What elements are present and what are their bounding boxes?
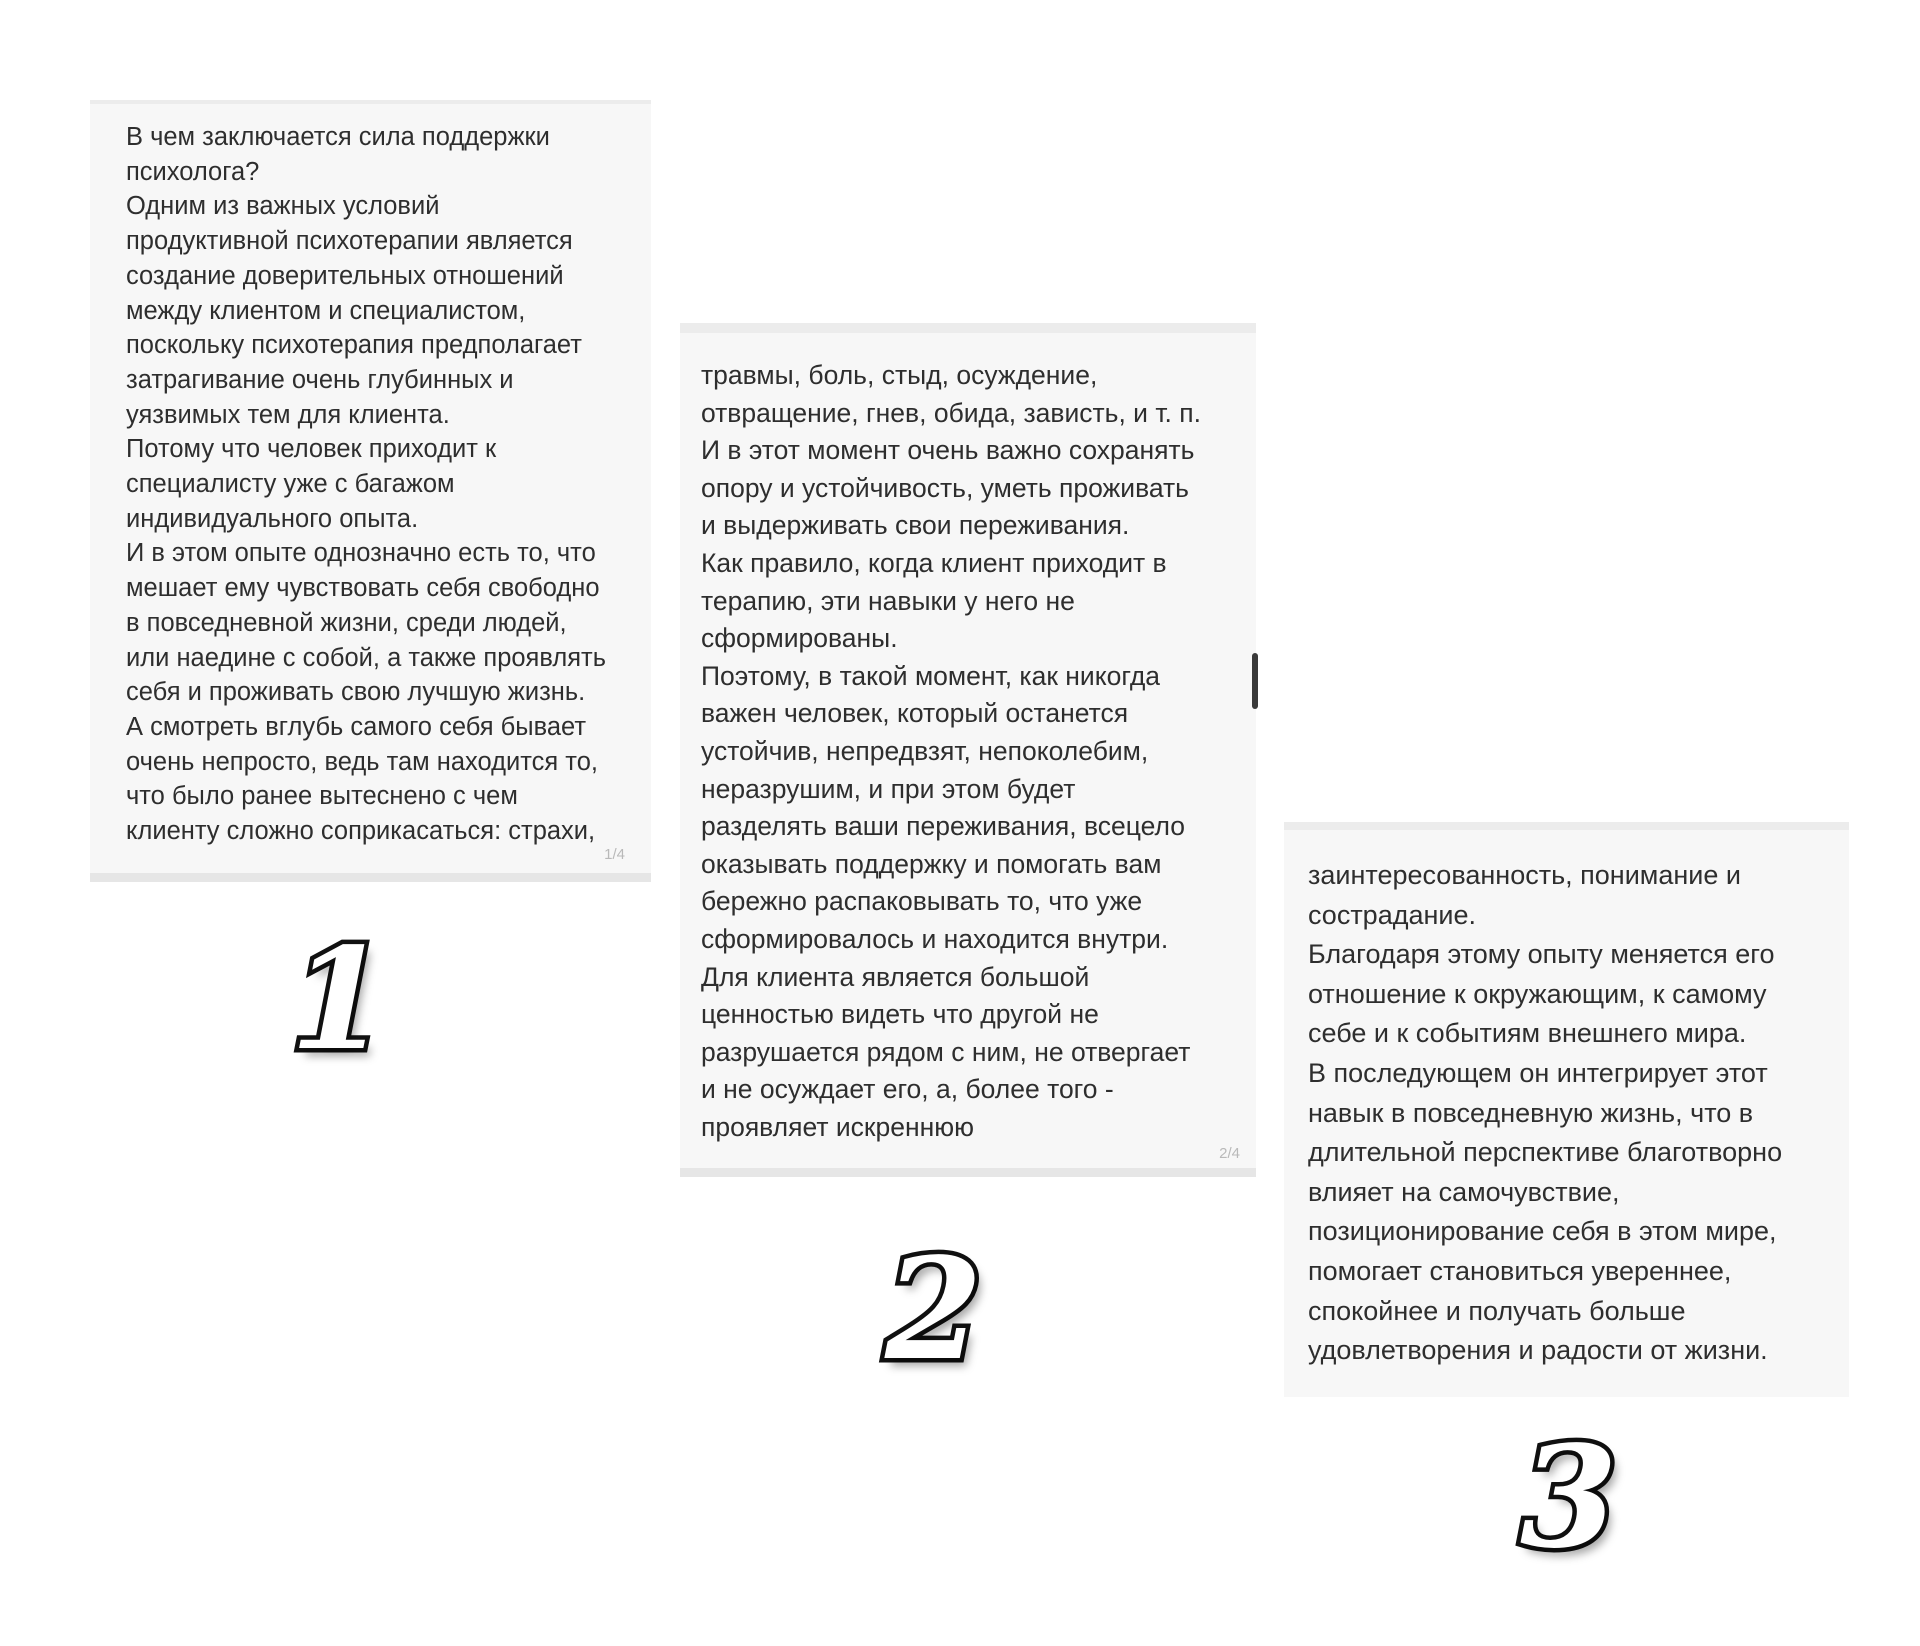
text-line: длительной перспективе благотворно [1308,1137,1783,1168]
page-indicator-1: 1/4 [604,846,625,863]
text-line: опору и устойчивость, уметь проживать [701,472,1189,503]
text-line: в повседневной жизни, среди людей, [126,608,567,637]
page-number-1: 1 [290,918,388,1082]
text-line: продуктивной психотерапии является [126,227,573,256]
text-line: между клиентом и специалистом, [126,296,526,325]
text-line: разделять ваши переживания, всецело [701,811,1185,842]
page-number-3: 3 [1520,1416,1618,1580]
text-line: В чем заключается сила поддержки [126,123,550,151]
text-line: специалисту уже с багажом [126,470,455,499]
text-line: поскольку психотерапия предполагает [126,331,582,360]
text-line: себя и проживать свою лучшую жизнь. [126,678,586,707]
text-line: И в этот момент очень важно сохранять [701,435,1195,466]
message-text-2 [701,357,1201,1146]
text-line: ценностью видеть что другой не [701,999,1099,1030]
text-line: мешает ему чувствовать себя свободно [126,574,600,603]
message-card-1 [90,100,651,882]
page-indicator-2: 2/4 [1219,1145,1240,1162]
text-line: что было ранее вытеснено с чем [126,782,518,811]
text-line: и не осуждает его, а, более того - [701,1074,1114,1105]
text-line: проявляет искреннюю [701,1111,974,1142]
text-line: И в этом опыте однозначно есть то, что [126,539,596,568]
text-line: травмы, боль, стыд, осуждение, [701,360,1098,390]
text-line: или наедине с собой, а также проявлять [126,643,606,672]
text-line: влияет на самочувствие, [1308,1176,1620,1207]
message-card-2 [680,323,1256,1177]
text-line: отношение к окружающим, к самому [1308,978,1767,1009]
text-line: разрушается рядом с ним, не отвергает [701,1036,1191,1067]
text-line: помогает становиться увереннее, [1308,1255,1732,1286]
text-line: оказывать поддержку и помогать вам [701,848,1162,879]
text-line: уязвимых тем для клиента. [126,400,450,429]
text-line: спокойнее и получать больше [1308,1295,1686,1326]
text-line: Как правило, когда клиент приходит в [701,547,1167,578]
text-line: и выдерживать свои переживания. [701,510,1130,541]
text-line: терапию, эти навыки у него не [701,585,1075,616]
text-line: Благодаря этому опыту меняется его [1308,939,1775,970]
scroll-handle[interactable] [1252,653,1258,709]
text-line: устойчив, непредвзят, непоколебим, [701,735,1149,766]
text-line: заинтересованность, понимание и [1308,860,1741,890]
text-line: бережно распаковывать то, что уже [701,886,1143,917]
text-line: клиенту сложно соприкасаться: страхи, [126,817,596,846]
text-line: навык в повседневную жизнь, что в [1308,1097,1754,1128]
text-line: Для клиента является большой [701,961,1090,992]
text-line: затрагивание очень глубинных и [126,365,514,394]
text-line: важен человек, который останется [701,698,1129,729]
text-line: Поэтому, в такой момент, как никогда [701,660,1161,691]
text-line: В последующем он интегрирует этот [1308,1057,1768,1088]
text-line: удовлетворения и радости от жизни. [1308,1335,1768,1366]
page-number-2: 2 [885,1228,983,1392]
text-line: создание доверительных отношений [126,261,564,290]
text-line: сформированы. [701,623,898,654]
text-line: Потому что человек приходит к [126,435,497,464]
text-line: очень непросто, ведь там находится то, [126,747,598,776]
text-line: индивидуального опыта. [126,504,419,533]
message-text-1 [126,120,606,849]
text-line: А смотреть вглубь самого себя бывает [126,712,587,741]
text-line: неразрушим, и при этом будет [701,773,1076,804]
message-card-3 [1284,822,1849,1397]
text-line: Одним из важных условий [126,192,440,221]
text-line: сформировалось и находится внутри. [701,923,1169,954]
text-line: себе и к событиям внешнего мира. [1308,1018,1747,1049]
message-text-3 [1308,856,1782,1371]
text-line: психолога? [126,157,260,186]
text-line: позиционирование себя в этом мире, [1308,1216,1777,1247]
text-line: сострадание. [1308,899,1476,930]
text-line: отвращение, гнев, обида, зависть, и т. п. [701,397,1201,428]
